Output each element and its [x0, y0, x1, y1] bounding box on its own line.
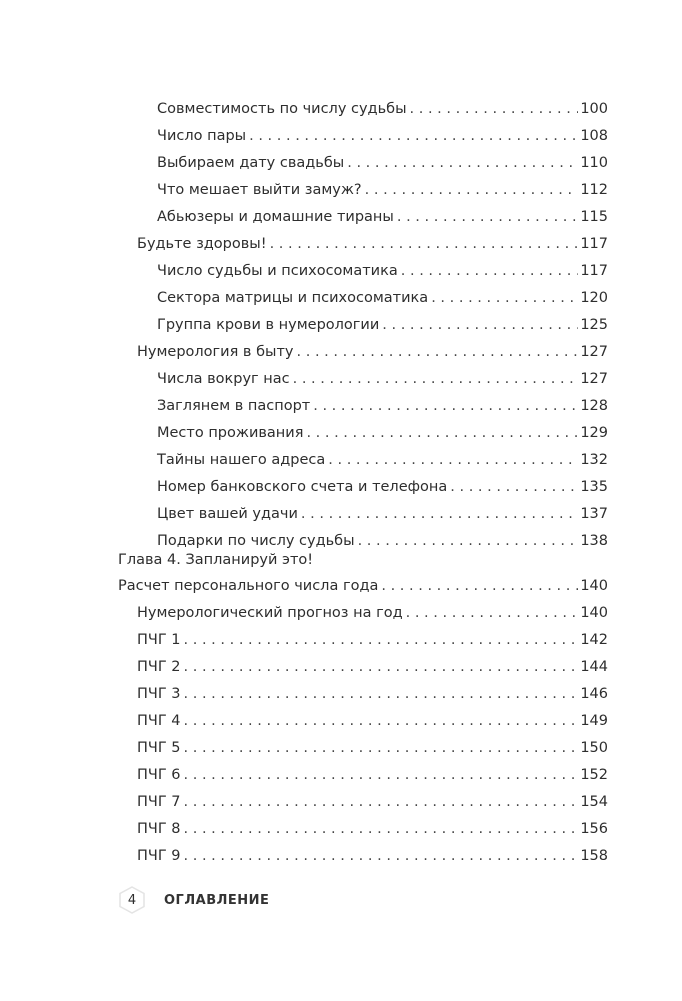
toc-entry[interactable] — [157, 503, 608, 525]
toc-entry-title: ПЧГ 9 — [137, 848, 181, 864]
toc-entry-title: ПЧГ 8 — [137, 821, 181, 837]
toc-entry[interactable] — [157, 125, 608, 147]
toc-entry[interactable] — [157, 476, 608, 498]
toc-entry-page: 112 — [580, 182, 608, 198]
toc-entry[interactable] — [157, 179, 608, 201]
dot-leader — [347, 152, 578, 174]
dot-leader — [301, 503, 578, 525]
toc-entry-page: 158 — [580, 848, 608, 864]
toc-entry[interactable] — [157, 152, 608, 174]
dot-leader — [293, 368, 579, 390]
toc-entry-page: 129 — [580, 425, 608, 441]
toc-entry-page: 115 — [580, 209, 608, 225]
toc-entry[interactable] — [157, 314, 608, 336]
dot-leader — [249, 125, 578, 147]
toc-entry[interactable] — [157, 422, 608, 444]
toc-entry-title: Сектора матрицы и психосоматика — [157, 290, 429, 306]
dot-leader — [184, 737, 579, 759]
toc-entry-title: ПЧГ 6 — [137, 767, 181, 783]
toc-entry[interactable] — [157, 206, 608, 228]
toc-entry[interactable] — [157, 449, 608, 471]
toc-entry[interactable] — [157, 395, 608, 417]
toc-entry[interactable] — [157, 368, 608, 390]
toc-entry[interactable] — [137, 818, 608, 840]
toc-entry-title: ПЧГ 2 — [137, 659, 181, 675]
dot-leader — [306, 422, 578, 444]
toc-entry-page: 156 — [580, 821, 608, 837]
toc-entry-title: Число пары — [157, 128, 247, 144]
toc-entry-title: Номер банковского счета и телефона — [157, 479, 448, 495]
toc-entry[interactable] — [157, 98, 608, 120]
toc-entry-page: 150 — [580, 740, 608, 756]
toc-entry-title: Число судьбы и психосоматика — [157, 263, 398, 279]
toc-entry[interactable] — [137, 629, 608, 651]
toc-entry-page: 100 — [580, 101, 608, 117]
dot-leader — [381, 575, 578, 597]
toc-entry-page: 127 — [580, 344, 608, 360]
toc-entry-page: 138 — [580, 533, 608, 549]
toc-entry-title: ПЧГ 7 — [137, 794, 181, 810]
toc-entry-page: 127 — [580, 371, 608, 387]
toc-entry-page: 108 — [580, 128, 608, 144]
toc-entry[interactable] — [118, 549, 608, 571]
dot-leader — [401, 260, 579, 282]
toc-entry-title: Группа крови в нумерологии — [157, 317, 380, 333]
toc-entry[interactable] — [137, 845, 608, 867]
toc-entry-title: ПЧГ 1 — [137, 632, 181, 648]
toc-entry-page: 146 — [580, 686, 608, 702]
toc-entry-title: Совместимость по числу судьбы — [157, 101, 407, 117]
toc-entry-title: ПЧГ 4 — [137, 713, 181, 729]
dot-leader — [431, 287, 578, 309]
toc-entry-page: 110 — [580, 155, 608, 171]
toc-entry[interactable] — [137, 683, 608, 705]
toc-entry-page: 152 — [580, 767, 608, 783]
toc-entry-page: 117 — [580, 263, 608, 279]
toc-entry[interactable] — [137, 764, 608, 786]
dot-leader — [270, 233, 579, 255]
toc-entry-page: 154 — [580, 794, 608, 810]
toc-entry-title: Будьте здоровы! — [137, 236, 267, 252]
dot-leader — [328, 449, 578, 471]
page-footer — [118, 886, 269, 914]
toc-entry[interactable] — [137, 341, 608, 363]
dot-leader — [184, 845, 579, 867]
toc-entry-title: ПЧГ 3 — [137, 686, 181, 702]
toc-entry-page: 132 — [580, 452, 608, 468]
toc-entry[interactable] — [137, 602, 608, 624]
toc-entry-page: 128 — [580, 398, 608, 414]
toc-entry[interactable] — [157, 287, 608, 309]
toc-entry-page: 120 — [580, 290, 608, 306]
toc-entry[interactable] — [118, 575, 608, 597]
dot-leader — [184, 791, 579, 813]
dot-leader — [184, 818, 579, 840]
toc-entry-title: Расчет персонального числа года — [118, 578, 379, 594]
dot-leader — [313, 395, 578, 417]
toc-entry-page: 125 — [580, 317, 608, 333]
toc-entry[interactable] — [137, 737, 608, 759]
toc-entry-title: Нумерологический прогноз на год — [137, 605, 403, 621]
dot-leader — [184, 683, 579, 705]
toc-entry-title: Цвет вашей удачи — [157, 506, 298, 522]
dot-leader — [410, 98, 579, 120]
dot-leader — [184, 656, 579, 678]
toc-entry-title: Выбираем дату свадьбы — [157, 155, 345, 171]
page-number-badge — [118, 886, 146, 914]
page-number: 4 — [127, 892, 137, 908]
dot-leader — [184, 629, 579, 651]
toc-entry[interactable] — [137, 233, 608, 255]
toc-entry-title: Нумерология в быту — [137, 344, 294, 360]
toc-entry-page: 140 — [580, 578, 608, 594]
dot-leader — [184, 764, 579, 786]
toc-entry-title: Тайны нашего адреса — [157, 452, 326, 468]
toc-entry-page: 140 — [580, 605, 608, 621]
section-title: ОГЛАВЛЕНИЕ — [164, 892, 270, 908]
toc-entry[interactable] — [137, 656, 608, 678]
toc-entry[interactable] — [137, 710, 608, 732]
toc-entry-page: 117 — [580, 236, 608, 252]
dot-leader — [297, 341, 579, 363]
toc-entry-title: Заглянем в паспорт — [157, 398, 311, 414]
dot-leader — [184, 710, 579, 732]
dot-leader — [382, 314, 578, 336]
dot-leader — [365, 179, 579, 201]
toc-entry-page: 137 — [580, 506, 608, 522]
toc-entry-page: 135 — [580, 479, 608, 495]
toc-entry-title: Числа вокруг нас — [157, 371, 290, 387]
toc-entry-title: Место проживания — [157, 425, 304, 441]
dot-leader — [450, 476, 578, 498]
dot-leader — [406, 602, 579, 624]
toc-entry-page: 144 — [580, 659, 608, 675]
toc-entry-page: 142 — [580, 632, 608, 648]
toc-entry-title: Глава 4. Запланируй это! — [118, 552, 314, 568]
toc-entry-page: 149 — [580, 713, 608, 729]
toc-entry-title: Что мешает выйти замуж? — [157, 182, 362, 198]
toc-entry[interactable] — [137, 791, 608, 813]
toc-entry-title: Подарки по числу судьбы — [157, 533, 355, 549]
toc-entry-title: ПЧГ 5 — [137, 740, 181, 756]
toc-entry[interactable] — [157, 260, 608, 282]
toc-entry-title: Абьюзеры и домашние тираны — [157, 209, 394, 225]
dot-leader — [397, 206, 578, 228]
